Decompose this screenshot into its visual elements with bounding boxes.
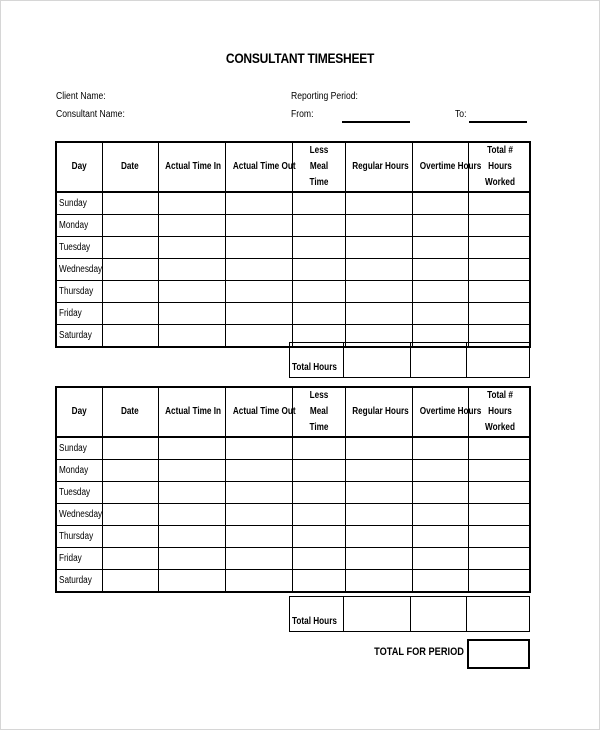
table-row (56, 192, 530, 215)
input-cell[interactable] (102, 548, 158, 570)
input-cell[interactable] (102, 303, 158, 325)
col-header-meal-time: Less Meal Time (292, 142, 345, 192)
input-cell[interactable] (158, 259, 225, 281)
input-cell[interactable] (158, 303, 225, 325)
input-cell[interactable] (345, 215, 412, 237)
col-header-overtime-hours: Overtime Hours (412, 387, 468, 437)
input-cell[interactable] (468, 192, 530, 215)
timesheet-table-week-1 (55, 141, 531, 348)
input-cell[interactable] (158, 570, 225, 593)
table-row (56, 526, 530, 548)
day-cell: Thursday (56, 526, 102, 548)
total-hours-label: Total Hours (290, 343, 344, 378)
input-cell[interactable] (225, 259, 292, 281)
input-cell[interactable] (102, 482, 158, 504)
table-row (56, 303, 530, 325)
input-cell[interactable] (292, 215, 345, 237)
input-cell[interactable] (345, 281, 412, 303)
totals-row-week-2 (289, 596, 530, 632)
input-cell[interactable] (412, 570, 468, 593)
input-cell[interactable] (225, 548, 292, 570)
page-title: CONSULTANT TIMESHEET (225, 50, 375, 66)
input-cell[interactable] (158, 325, 225, 348)
table-row (56, 215, 530, 237)
input-cell[interactable] (412, 504, 468, 526)
input-cell[interactable] (292, 303, 345, 325)
day-cell: Saturday (56, 325, 102, 348)
input-cell[interactable] (102, 259, 158, 281)
input-cell[interactable] (292, 526, 345, 548)
table-header-row (56, 387, 530, 437)
input-cell[interactable] (345, 237, 412, 259)
totals-row-week-1 (289, 342, 530, 378)
input-cell[interactable] (468, 215, 530, 237)
input-cell[interactable] (468, 437, 530, 460)
total-hours-worked-cell[interactable] (467, 343, 530, 378)
input-cell[interactable] (345, 504, 412, 526)
day-cell: Sunday (56, 192, 102, 215)
input-cell[interactable] (292, 548, 345, 570)
input-cell[interactable] (102, 192, 158, 215)
input-cell[interactable] (102, 281, 158, 303)
input-cell[interactable] (225, 303, 292, 325)
input-cell[interactable] (292, 504, 345, 526)
client-name-label: Client Name: (56, 91, 106, 102)
input-cell[interactable] (292, 281, 345, 303)
input-cell[interactable] (158, 237, 225, 259)
input-cell[interactable] (292, 437, 345, 460)
input-cell[interactable] (102, 237, 158, 259)
col-header-date: Date (102, 387, 158, 437)
input-cell[interactable] (158, 482, 225, 504)
col-header-time-out: Actual Time Out (225, 387, 292, 437)
input-cell[interactable] (158, 281, 225, 303)
col-header-day: Day (56, 142, 102, 192)
input-cell[interactable] (292, 482, 345, 504)
day-cell: Monday (56, 215, 102, 237)
input-cell[interactable] (158, 504, 225, 526)
table-row (56, 237, 530, 259)
input-cell[interactable] (292, 460, 345, 482)
input-cell[interactable] (412, 259, 468, 281)
from-date-field[interactable] (342, 121, 410, 123)
input-cell[interactable] (292, 237, 345, 259)
input-cell[interactable] (225, 237, 292, 259)
input-cell[interactable] (345, 303, 412, 325)
input-cell[interactable] (225, 325, 292, 348)
input-cell[interactable] (412, 548, 468, 570)
input-cell[interactable] (468, 504, 530, 526)
input-cell[interactable] (468, 281, 530, 303)
col-header-total-hours: Total # Hours Worked (468, 387, 530, 437)
col-header-time-in: Actual Time In (158, 387, 225, 437)
input-cell[interactable] (412, 281, 468, 303)
input-cell[interactable] (225, 192, 292, 215)
day-cell: Friday (56, 548, 102, 570)
col-header-regular-hours: Regular Hours (345, 387, 412, 437)
input-cell[interactable] (468, 259, 530, 281)
total-overtime-hours-cell[interactable] (411, 597, 467, 632)
input-cell[interactable] (412, 526, 468, 548)
total-regular-hours-cell[interactable] (344, 343, 411, 378)
input-cell[interactable] (225, 437, 292, 460)
input-cell[interactable] (412, 303, 468, 325)
input-cell[interactable] (102, 570, 158, 593)
input-cell[interactable] (292, 192, 345, 215)
day-cell: Tuesday (56, 237, 102, 259)
input-cell[interactable] (158, 460, 225, 482)
input-cell[interactable] (102, 215, 158, 237)
consultant-name-label: Consultant Name: (56, 109, 125, 120)
input-cell[interactable] (345, 548, 412, 570)
input-cell[interactable] (468, 460, 530, 482)
input-cell[interactable] (225, 460, 292, 482)
col-header-total-hours: Total # Hours Worked (468, 142, 530, 192)
input-cell[interactable] (468, 570, 530, 593)
input-cell[interactable] (468, 482, 530, 504)
col-header-time-in: Actual Time In (158, 142, 225, 192)
from-label: From: (291, 109, 314, 120)
input-cell[interactable] (345, 259, 412, 281)
input-cell[interactable] (102, 460, 158, 482)
input-cell[interactable] (345, 482, 412, 504)
day-cell: Sunday (56, 437, 102, 460)
total-hours-label: Total Hours (290, 597, 344, 632)
input-cell[interactable] (468, 548, 530, 570)
input-cell[interactable] (412, 437, 468, 460)
day-cell: Wednesday (56, 504, 102, 526)
col-header-regular-hours: Regular Hours (345, 142, 412, 192)
col-header-meal-time: Less Meal Time (292, 387, 345, 437)
to-label: To: (455, 109, 467, 120)
total-for-period-field[interactable] (467, 639, 530, 669)
input-cell[interactable] (158, 215, 225, 237)
input-cell[interactable] (102, 325, 158, 348)
input-cell[interactable] (225, 215, 292, 237)
table-row (56, 437, 530, 460)
input-cell[interactable] (412, 237, 468, 259)
total-for-period-label: TOTAL FOR PERIOD (374, 646, 464, 658)
input-cell[interactable] (225, 570, 292, 593)
input-cell[interactable] (158, 192, 225, 215)
input-cell[interactable] (158, 526, 225, 548)
total-hours-worked-cell[interactable] (467, 597, 530, 632)
table-row (56, 460, 530, 482)
total-overtime-hours-cell[interactable] (411, 343, 467, 378)
table-row (56, 482, 530, 504)
table-row (56, 548, 530, 570)
col-header-date: Date (102, 142, 158, 192)
input-cell[interactable] (468, 237, 530, 259)
input-cell[interactable] (292, 259, 345, 281)
input-cell[interactable] (412, 192, 468, 215)
day-cell: Friday (56, 303, 102, 325)
input-cell[interactable] (345, 437, 412, 460)
day-cell: Saturday (56, 570, 102, 593)
day-cell: Thursday (56, 281, 102, 303)
col-header-overtime-hours: Overtime Hours (412, 142, 468, 192)
input-cell[interactable] (225, 281, 292, 303)
table-row (56, 281, 530, 303)
input-cell[interactable] (412, 482, 468, 504)
day-cell: Tuesday (56, 482, 102, 504)
input-cell[interactable] (292, 570, 345, 593)
input-cell[interactable] (345, 192, 412, 215)
day-cell: Monday (56, 460, 102, 482)
input-cell[interactable] (412, 215, 468, 237)
input-cell[interactable] (102, 437, 158, 460)
input-cell[interactable] (468, 303, 530, 325)
col-header-day: Day (56, 387, 102, 437)
input-cell[interactable] (345, 526, 412, 548)
table-header-row (56, 142, 530, 192)
input-cell[interactable] (158, 548, 225, 570)
input-cell[interactable] (225, 482, 292, 504)
col-header-time-out: Actual Time Out (225, 142, 292, 192)
table-row (56, 259, 530, 281)
input-cell[interactable] (158, 437, 225, 460)
input-cell[interactable] (412, 460, 468, 482)
input-cell[interactable] (102, 504, 158, 526)
timesheet-table-week-2 (55, 386, 531, 593)
reporting-period-label: Reporting Period: (291, 91, 358, 102)
input-cell[interactable] (345, 460, 412, 482)
input-cell[interactable] (468, 526, 530, 548)
table-row (56, 504, 530, 526)
to-date-field[interactable] (469, 121, 527, 123)
input-cell[interactable] (102, 526, 158, 548)
table-row (56, 570, 530, 593)
total-regular-hours-cell[interactable] (344, 597, 411, 632)
day-cell: Wednesday (56, 259, 102, 281)
input-cell[interactable] (225, 526, 292, 548)
input-cell[interactable] (225, 504, 292, 526)
input-cell[interactable] (345, 570, 412, 593)
